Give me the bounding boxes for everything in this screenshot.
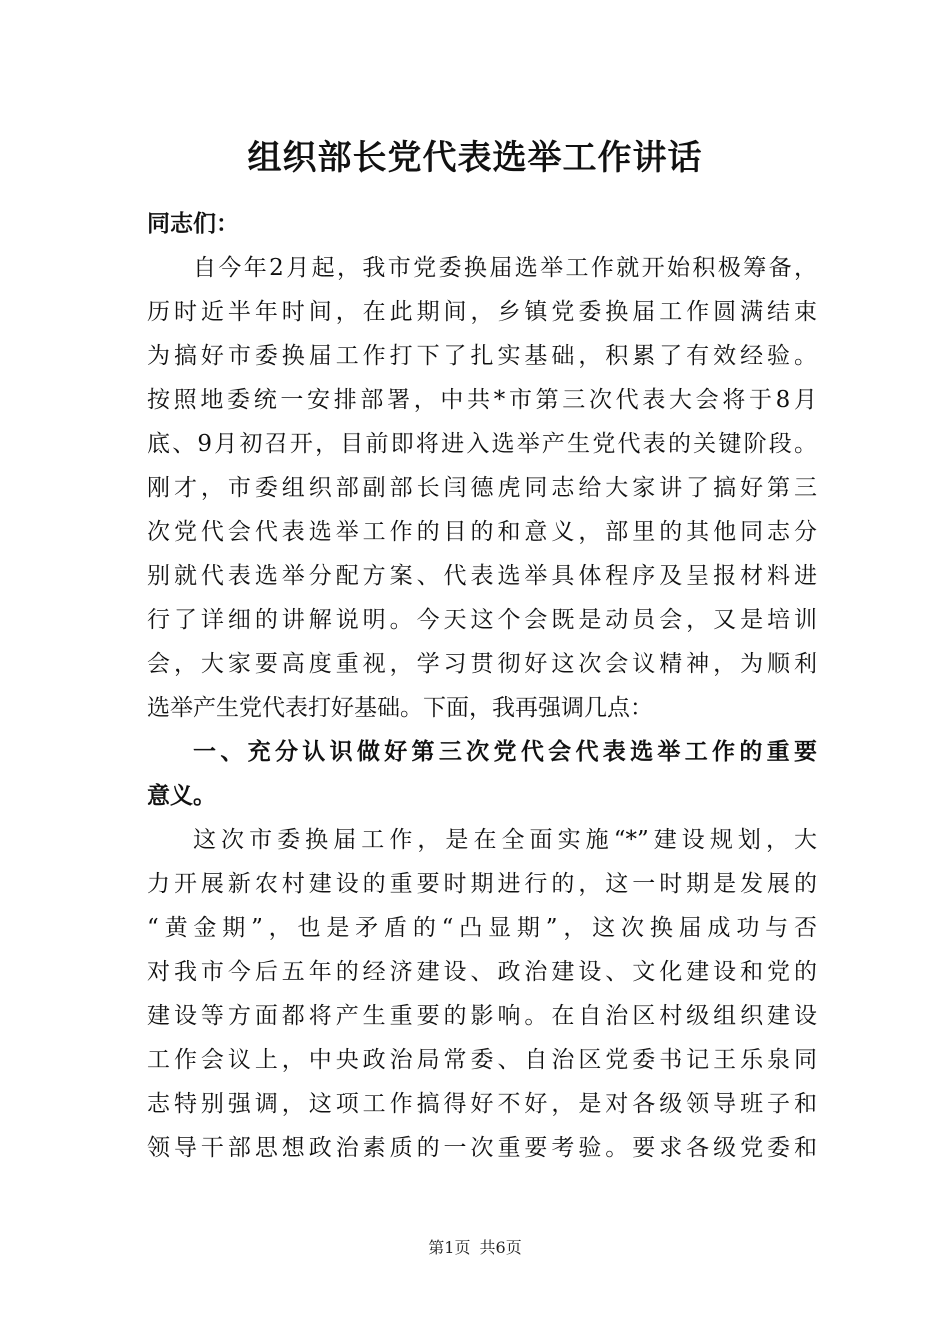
document-title: 组织部长党代表选举工作讲话 xyxy=(247,138,703,178)
page-footer xyxy=(0,1236,950,1260)
paragraph-line: 按照地委统一安排部署，中共*市第三次代表大会将于8月 xyxy=(147,387,817,413)
paragraph-line: 自今年2月起，我市党委换届选举工作就开始积极筹备， xyxy=(193,255,817,281)
paragraph-line: 行了详细的讲解说明。今天这个会既是动员会，又是培训 xyxy=(147,607,817,633)
paragraph-line: 领导干部思想政治素质的一次重要考验。要求各级党委和 xyxy=(147,1135,817,1161)
paragraph-line: 底、9月初召开，目前即将进入选举产生党代表的关键阶段。 xyxy=(147,431,817,457)
paragraph-line: 刚才，市委组织部副部长闫德虎同志给大家讲了搞好第三 xyxy=(147,475,817,501)
paragraph-line: 志特别强调，这项工作搞得好不好，是对各级领导班子和 xyxy=(147,1091,817,1117)
paragraph-line: “黄金期”，也是矛盾的“凸显期”，这次换届成功与否 xyxy=(147,915,817,941)
paragraph-line: 为搞好市委换届工作打下了扎实基础，积累了有效经验。 xyxy=(147,343,817,369)
paragraph-line: 会，大家要高度重视，学习贯彻好这次会议精神，为顺利 xyxy=(147,651,817,677)
paragraph-line: 历时近半年时间，在此期间，乡镇党委换届工作圆满结束 xyxy=(147,299,817,325)
paragraph-line: 力开展新农村建设的重要时期进行的，这一时期是发展的 xyxy=(147,871,817,897)
paragraph-line: 别就代表选举分配方案、代表选举具体程序及呈报材料进 xyxy=(147,563,817,589)
salutation: 同志们： xyxy=(147,211,239,237)
page-number: 第1页 xyxy=(428,1238,471,1257)
paragraph-line: 工作会议上，中央政治局常委、自治区党委书记王乐泉同 xyxy=(147,1047,817,1073)
section-heading-line: 意义。 xyxy=(147,783,216,809)
paragraph-line: 次党代会代表选举工作的目的和意义，部里的其他同志分 xyxy=(147,519,817,545)
page-total: 共6页 xyxy=(479,1238,522,1257)
paragraph-line: 选举产生党代表打好基础。下面，我再强调几点： xyxy=(147,695,653,721)
paragraph-line: 这次市委换届工作，是在全面实施“*”建设规划，大 xyxy=(193,827,817,853)
paragraph-line: 对我市今后五年的经济建设、政治建设、文化建设和党的 xyxy=(147,959,817,985)
section-heading-line: 一、充分认识做好第三次党代会代表选举工作的重要 xyxy=(193,739,817,765)
paragraph-line: 建设等方面都将产生重要的影响。在自治区村级组织建设 xyxy=(147,1003,817,1029)
